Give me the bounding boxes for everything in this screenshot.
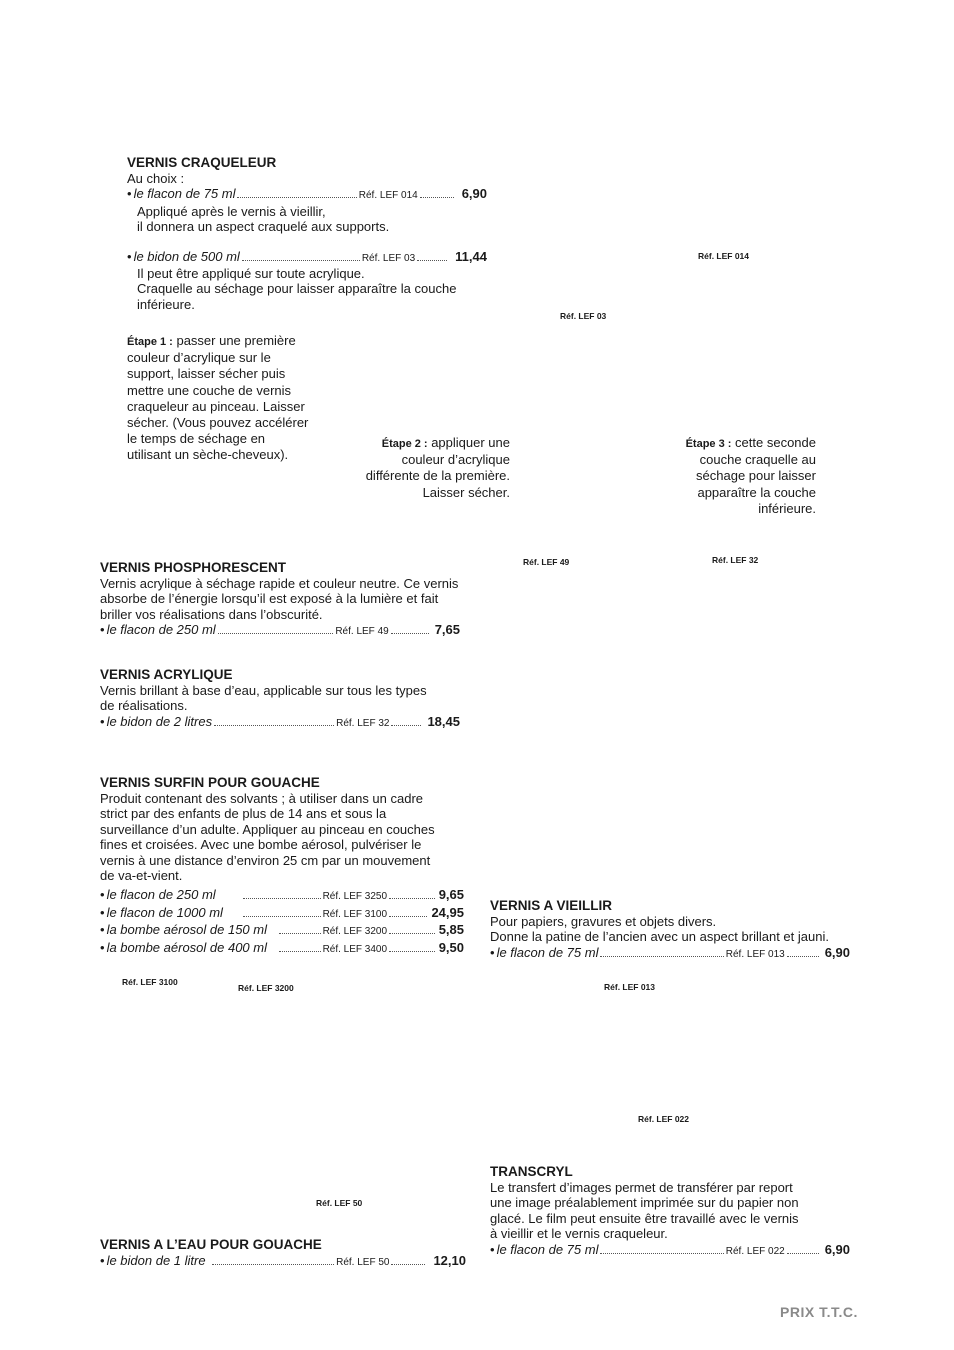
product-label: la bombe aérosol de 150 ml [106, 922, 267, 938]
section-title: VERNIS ACRYLIQUE [100, 667, 233, 682]
desc-line: glacé. Le film peut ensuite être travaillé avec le vernis [490, 1210, 799, 1226]
step-text: passer une première couleur d’acrylique sur le support, laisser sécher puis mettre une couche de vernis craqueleur au pinceau. Laisser sécher. (Vous pouvez accélérer le temps de séchage en utilisant un sèche-cheveux). [127, 333, 309, 463]
product-ref: Réf. LEF 014 [358, 190, 418, 202]
desc-line: Craquelle au séchage pour laisser apparaître la couche [137, 281, 457, 297]
product-line [100, 1253, 466, 1270]
leader-dots [389, 916, 427, 917]
desc-line: il donnera un aspect craquelé aux supports. [137, 219, 390, 235]
description [127, 266, 487, 312]
bullet: • [100, 713, 105, 729]
section-title: VERNIS PHOSPHORESCENT [100, 560, 287, 575]
product-label: le flacon de 250 ml [106, 622, 216, 638]
desc-line: vernis à une distance d’environ 25 cm par un mouvement [100, 852, 431, 868]
product-label: le flacon de 1000 ml [106, 904, 223, 920]
product-price: 6,90 [824, 944, 850, 960]
leader-dots [389, 898, 435, 899]
caption-ref-lef-49: Réf. LEF 49 [523, 557, 570, 567]
product-line [100, 622, 460, 639]
product-label: le bidon de 2 litres [106, 713, 213, 729]
caption-ref-lef-3200: Réf. LEF 3200 [238, 983, 294, 993]
caption-ref-lef-014: Réf. LEF 014 [698, 251, 750, 261]
section-vernis-phosphorescent [100, 560, 460, 640]
desc-line: Produit contenant des solvants ; à utiliser dans un cadre [100, 791, 424, 806]
section-title: TRANSCRYL [490, 1164, 573, 1179]
step-label: Étape 2 : [381, 438, 428, 450]
product-price: 18,45 [427, 713, 460, 729]
product-line [490, 1242, 850, 1259]
leader-dots [212, 1264, 335, 1265]
caption-ref-lef-3100: Réf. LEF 3100 [122, 977, 178, 987]
bullet: • [100, 922, 105, 938]
bullet: • [127, 248, 132, 264]
leader-dots [600, 956, 723, 957]
description [490, 1180, 850, 1242]
leader-dots [389, 933, 435, 934]
step-1 [127, 333, 312, 464]
product-ref: Réf. LEF 3100 [322, 908, 388, 920]
section-transcryl [490, 1164, 850, 1259]
product-ref: Réf. LEF 013 [725, 948, 785, 960]
product-ref: Réf. LEF 3250 [322, 891, 388, 903]
leader-dots [218, 633, 334, 634]
desc-line: Vernis brillant à base d’eau, applicable sur tous les types [100, 683, 427, 698]
section-title: VERNIS A VIEILLIR [490, 898, 613, 913]
bullet: • [100, 887, 105, 903]
product-label: la bombe aérosol de 400 ml [106, 939, 267, 955]
product-ref: Réf. LEF 3200 [322, 926, 388, 938]
section-vernis-a-vieillir [490, 898, 850, 962]
product-line [100, 905, 464, 922]
caption-ref-lef-32: Réf. LEF 32 [712, 555, 759, 565]
section-vernis-acrylique [100, 667, 460, 731]
bullet: • [100, 904, 105, 920]
leader-dots [417, 260, 447, 261]
product-price: 9,50 [438, 939, 464, 955]
section-title: VERNIS SURFIN POUR GOUACHE [100, 775, 320, 790]
product-price: 24,95 [431, 904, 464, 920]
leader-dots [391, 633, 429, 634]
leader-dots [787, 1253, 819, 1254]
leader-dots [242, 260, 360, 261]
product-price: 5,85 [438, 922, 464, 938]
leader-dots [279, 951, 321, 952]
description [100, 576, 460, 622]
step-text: appliquer une couleur d’acrylique différente de la première. Laisser sécher. [365, 435, 510, 500]
description [127, 204, 487, 235]
leader-dots [214, 725, 334, 726]
section-vernis-craqueleur [127, 155, 487, 312]
product-line [490, 945, 850, 962]
product-line [100, 887, 464, 904]
product-label: le flacon de 250 ml [106, 887, 216, 903]
caption-ref-lef-013: Réf. LEF 013 [604, 982, 656, 992]
desc-line: Le transfert d’images permet de transférer par report [490, 1180, 793, 1195]
desc-line: Pour papiers, gravures et objets divers. [490, 914, 717, 929]
leader-dots [389, 951, 435, 952]
caption-ref-lef-022: Réf. LEF 022 [638, 1114, 690, 1124]
step-label: Étape 3 : [685, 438, 732, 450]
leader-dots [420, 197, 454, 198]
leader-dots [787, 956, 819, 957]
product-label: le flacon de 75 ml [496, 1241, 599, 1257]
section-vernis-surfin [100, 775, 464, 957]
leader-dots [391, 1264, 425, 1265]
step-text: cette seconde couche craquelle au séchage pour laisser apparaître la couche inférieure. [696, 435, 816, 516]
leader-dots [391, 725, 421, 726]
product-ref: Réf. LEF 022 [725, 1245, 785, 1257]
leader-dots [600, 1253, 723, 1254]
product-ref: Réf. LEF 50 [336, 1257, 390, 1268]
desc-line: Appliqué après le vernis à vieillir, [137, 203, 326, 219]
caption-ref-lef-03: Réf. LEF 03 [560, 311, 607, 321]
desc-line: Vernis acrylique à séchage rapide et couleur neutre. Ce vernis [100, 576, 459, 591]
description [100, 791, 464, 883]
description [490, 914, 850, 945]
step-2 [350, 435, 510, 501]
caption-ref-lef-50: Réf. LEF 50 [316, 1198, 363, 1208]
desc-line: de va-et-vient. [100, 868, 183, 884]
prix-ttc-label: PRIX T.T.C. [780, 1304, 858, 1320]
product-label: le bidon de 500 ml [133, 248, 240, 264]
product-price: 11,44 [455, 248, 487, 264]
leader-dots [243, 898, 321, 899]
desc-line: strict par des enfants de plus de 14 ans et sous la [100, 806, 387, 822]
desc-line: briller vos réalisations dans l’obscurité. [100, 606, 323, 622]
section-title: VERNIS CRAQUELEUR [127, 155, 277, 170]
desc-line: de réalisations. [100, 698, 188, 714]
product-label: le bidon de 1 litre [106, 1253, 206, 1268]
product-price: 6,90 [824, 1241, 850, 1257]
step-3 [672, 435, 816, 517]
bullet: • [490, 944, 495, 960]
product-ref: Réf. LEF 03 [361, 252, 416, 264]
desc-line: absorbe de l’énergie lorsqu’il est exposé à la lumière et fait [100, 591, 439, 607]
product-label: le flacon de 75 ml [133, 186, 236, 202]
desc-line: Il peut être appliqué sur toute acrylique. [137, 266, 365, 282]
desc-line: inférieure. [137, 296, 195, 312]
product-line [100, 714, 460, 731]
leader-dots [237, 197, 356, 198]
bullet: • [127, 186, 132, 202]
product-line [127, 249, 487, 266]
bullet: • [100, 622, 105, 638]
desc-line: Donne la patine de l’ancien avec un aspect brillant et jauni. [490, 929, 829, 945]
product-price: 6,90 [461, 186, 487, 202]
product-ref: Réf. LEF 49 [335, 626, 389, 638]
desc-line: à vieillir et le vernis craqueleur. [490, 1226, 668, 1242]
product-label: le flacon de 75 ml [496, 944, 599, 960]
bullet: • [490, 1241, 495, 1257]
product-ref: Réf. LEF 32 [336, 717, 390, 729]
section-vernis-a-l-eau [100, 1237, 466, 1270]
leader-dots [279, 933, 321, 934]
product-price: 12,10 [433, 1253, 466, 1268]
product-line [127, 186, 487, 203]
desc-line: fines et croisées. Avec une bombe aérosol, pulvériser le [100, 837, 422, 853]
desc-line: une image préalablement imprimée sur du papier non [490, 1195, 799, 1211]
product-line [100, 940, 464, 957]
intro-text: Au choix : [127, 171, 185, 186]
section-title: VERNIS A L’EAU POUR GOUACHE [100, 1237, 322, 1252]
bullet: • [100, 1253, 105, 1268]
bullet: • [100, 939, 105, 955]
product-price: 7,65 [434, 622, 460, 638]
description [100, 683, 460, 714]
leader-dots [243, 916, 321, 917]
product-ref: Réf. LEF 3400 [322, 943, 388, 955]
product-line [100, 922, 464, 939]
product-price: 9,65 [438, 887, 464, 903]
desc-line: surveillance d’un adulte. Appliquer au pinceau en couches [100, 821, 435, 837]
step-label: Étape 1 : [127, 336, 173, 348]
